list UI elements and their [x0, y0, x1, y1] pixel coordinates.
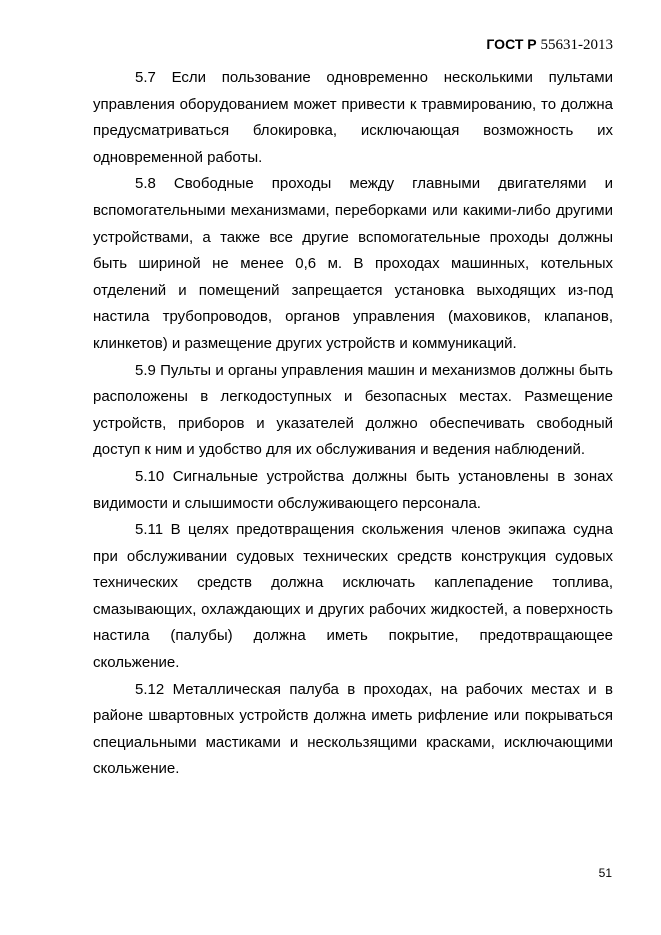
paragraph-5-11: 5.11 В целях предотвращения скольжения членов экипажа судна при обслуживании судовых технических средств конструкция судовых технических средств должна исключать каплепадение топлива, смазывающих, охлаждающих и других рабочих жидкостей, а поверхность настила (палубы) должна иметь покрытие, предотвращающее скольжение.: [93, 521, 613, 672]
paragraph-5-9: 5.9 Пульты и органы управления машин и механизмов должны быть расположены в легкодоступных и безопасных местах. Размещение устройств, приборов и указателей должно обеспечивать свободный доступ к ним и удобство для их обслуживания и ведения наблюдений.: [93, 361, 613, 459]
paragraph-5-8: 5.8 Свободные проходы между главными двигателями и вспомогательными механизмами, переборками или какими-либо другими устройствами, а также все другие вспомогательные проходы должны быть шириной не менее 0,6 м. В проходах машинных, котельных отделений и помещений запрещается установка выходящих из-под настила трубопроводов, органов управления (маховиков, клапанов, клинкетов) и размещение других устройств и коммуникаций.: [93, 175, 613, 352]
paragraph-5-10: 5.10 Сигнальные устройства должны быть установлены в зонах видимости и слышимости обслуживающего персонала.: [93, 467, 613, 512]
paragraph-5-7: 5.7 Если пользование одновременно несколькими пультами управления оборудованием может привести к травмированию, то должна предусматриваться блокировка, исключающая возможность их одновременной работы.: [93, 69, 613, 166]
page-number: 51: [598, 866, 612, 880]
standard-number: 55631-2013: [540, 37, 613, 53]
page-header: [486, 36, 613, 54]
paragraph-5-12: 5.12 Металлическая палуба в проходах, на рабочих местах и в районе швартовных устройств должна иметь рифление или покрываться специальными мастиками и нескользящими красками, исключающими скольжение.: [93, 680, 613, 778]
standard-prefix: ГОСТ Р: [486, 36, 537, 52]
document-body: [93, 65, 613, 783]
